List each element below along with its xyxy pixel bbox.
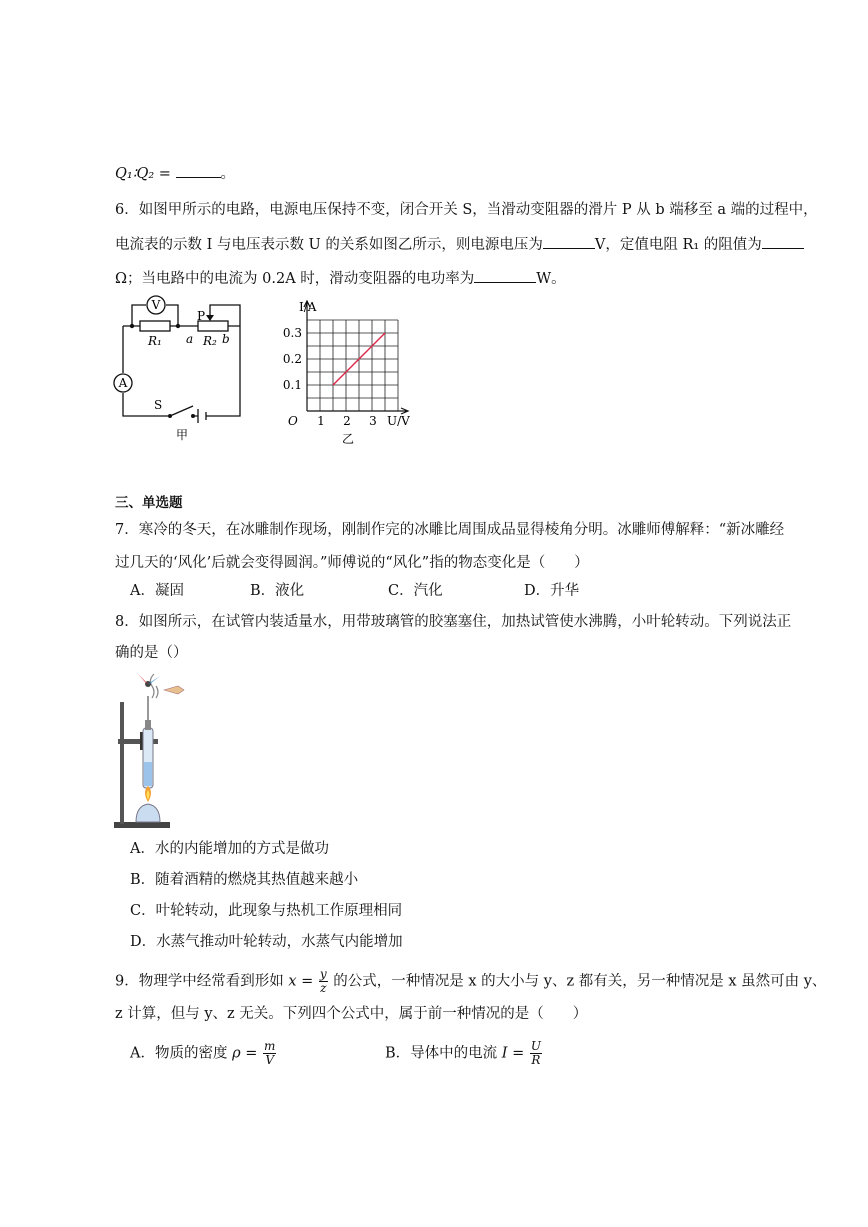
q6-stem-line3 [115,268,566,289]
end-a-label: a [186,332,194,346]
q7-option-a[interactable]: A．凝固 [130,583,184,599]
iu-graph [280,293,420,445]
q6-voltage-blank[interactable] [543,234,595,249]
q9-option-b-num: U [530,1039,541,1053]
q9-option-b-den: R [531,1053,541,1067]
x-tick-1: 1 [317,414,325,428]
q5-ratio-label: Q₁∶Q₂ = [115,166,171,182]
q6-resistance-blank[interactable] [762,234,804,249]
r2-label: R₂ [203,334,217,348]
q9-formula-lhs: x = [288,973,314,990]
q9-option-b[interactable] [385,1040,543,1067]
origin-label: O [288,414,298,428]
q9-formula-num: y [319,967,327,981]
q9-option-b-lhs: I = [501,1045,525,1062]
circuit-caption: 甲 [176,428,189,442]
q6-text-d: W。 [536,271,566,287]
q9-option-a-den: V [265,1053,275,1067]
y-axis [304,301,310,411]
end-b-label: b [222,332,230,346]
q7-option-c[interactable]: C．汽化 [388,583,443,599]
y-tick-3: 0.3 [282,326,302,340]
q7-stem-line2: 过几天的‘风化’后就会变得圆润。”师傅说的“风化”指的物态变化是（ ） [115,555,589,571]
q6-power-blank[interactable] [474,268,536,283]
circuit-diagram [108,293,253,445]
q8-option-c[interactable]: C．叶轮转动，此现象与热机工作原理相同 [130,903,403,919]
q9-stem-line1 [115,968,826,995]
q8-option-d[interactable]: D．水蒸气推动叶轮转动，水蒸气内能增加 [130,934,403,950]
q9-option-a[interactable] [130,1040,277,1067]
x-tick-3: 3 [369,414,377,428]
q6-text-a: 电流表的示数 I 与电压表示数 U 的关系如图乙所示，则电源电压为 [115,237,543,253]
apparatus-illustration [110,672,190,832]
q5-answer-blank[interactable] [176,163,221,178]
q7-option-d[interactable]: D．升华 [524,583,580,599]
q6-text-b: V，定值电阻 R₁ 的阻值为 [594,237,762,253]
q8-option-a[interactable]: A．水的内能增加的方式是做功 [130,841,329,857]
q9-stem-line2: z 计算，但与 y、z 无关。下列四个公式中，属于前一种情况的是（ ） [115,1006,588,1022]
q7-option-b[interactable]: B．液化 [250,583,305,599]
graph-caption: 乙 [342,432,355,445]
q9-text-b: 的公式，一种情况是 x 的大小与 y、z 都有关，另一种情况是 x 虽然可由 y、 [333,973,827,990]
slider-label: P [197,309,206,323]
y-tick-2: 0.2 [282,352,302,366]
q6-stem-line2 [115,234,804,255]
q9-formula-den: z [320,981,327,995]
q8-stem-line1: 8．如图所示，在试管内装适量水，用带玻璃管的胶塞塞住，加热试管使水沸腾，小叶轮转动。下列说法正 [115,614,792,630]
q6-text-c: Ω；当电路中的电流为 0.2A 时，滑动变阻器的电功率为 [115,271,475,287]
section-heading: 三、单选题 [115,495,183,511]
q6-stem-line1: 6．如图甲所示的电路，电源电压保持不变，闭合开关 S，当滑动变阻器的滑片 P 从 b 端移至 a 端的过程中， [115,202,818,218]
x-tick-2: 2 [343,414,351,428]
q9-option-b-fraction [530,1040,542,1067]
q9-option-b-text: B．导体中的电流 [385,1045,498,1062]
q9-option-a-text: A．物质的密度 [130,1045,228,1062]
q9-formula-fraction [319,968,328,995]
q5-period: 。 [220,166,236,182]
q8-option-b[interactable]: B．随着酒精的燃烧其热值越来越小 [130,872,359,888]
x-axis-label: U/V [387,414,410,428]
voltmeter-label: V [151,298,161,312]
y-tick-1: 0.1 [282,378,302,392]
q5-answer-line [115,163,235,184]
y-axis-label: I/A [299,300,317,314]
q9-option-a-num: m [264,1039,276,1053]
q8-stem-line2: 确的是（） [115,645,188,661]
q7-stem-line1: 7．寒冷的冬天，在冰雕制作现场，刚制作完的冰雕比周围成品显得棱角分明。冰雕师傅解释：“新冰雕经 [115,522,785,538]
q9-option-a-fraction [263,1040,276,1067]
ammeter-label: A [118,376,128,390]
q9-option-a-lhs: ρ = [232,1045,258,1062]
switch-label: S [154,398,163,412]
r1-label: R₁ [148,334,162,348]
q9-text-a: 9．物理学中经常看到形如 [115,973,284,990]
